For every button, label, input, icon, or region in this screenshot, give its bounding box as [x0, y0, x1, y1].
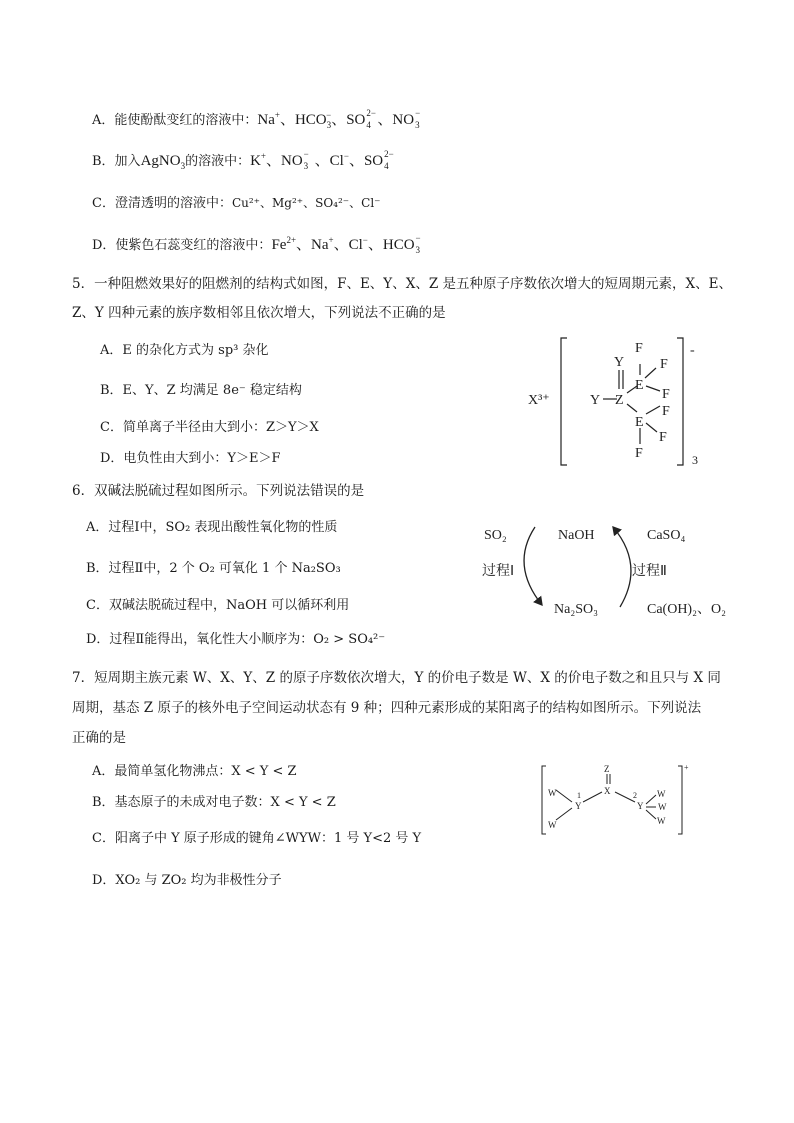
q6-option-d: D．过程Ⅱ能得出，氧化性大小顺序为：O₂ > SO₄²⁻	[86, 632, 386, 647]
atom-y-2: Y	[637, 801, 644, 811]
label-process-2: 过程Ⅱ	[632, 564, 667, 579]
atom-f: F	[659, 430, 667, 445]
atom-y-1: Y	[575, 801, 582, 811]
cation-label: X³⁺	[528, 393, 550, 408]
q6-option-c: C．双碱法脱硫过程中，NaOH 可以循环利用	[86, 598, 350, 613]
atom-y-top: Y	[614, 355, 625, 370]
atom-f: F	[635, 446, 643, 461]
index-1: 1	[577, 791, 581, 800]
label-process-1: 过程Ⅰ	[482, 564, 515, 579]
ion-list: Na+、$HCO_3^-$、SO 2− 4 、NO − 3	[257, 107, 421, 130]
subscript-count: 3	[692, 453, 698, 467]
option-text: A．能使酚酞变红的溶液中：	[92, 113, 258, 128]
q7-stem-line1: 7．短周期主族元素 W、X、Y、Z 的原子序数依次增大，Y 的价电子数是 W、X 的价电子数之和且只与 X 同	[72, 670, 721, 686]
atom-w: W	[548, 788, 557, 798]
label-so2: SO₂	[484, 528, 507, 543]
atom-z: Z	[604, 764, 610, 774]
q5-stem-line1: 5．一种阻燃效果好的阻燃剂的结构式如图，F、E、Y、X、Z 是五种原子序数依次增大的短周期元素，X、E、	[72, 276, 732, 292]
q7-option-a: A．最简单氢化物沸点：X < Y < Z	[92, 764, 297, 779]
q7-option-b: B．基态原子的未成对电子数：X < Y < Z	[92, 795, 336, 810]
option-text: C．澄清透明的溶液中：	[92, 196, 232, 211]
atom-f: F	[660, 357, 668, 372]
ion-list: $Fe^{2+}$、Na+、Cl−、HCO − 3	[271, 232, 421, 255]
atom-f: F	[662, 404, 670, 419]
label-naoh: NaOH	[558, 528, 595, 543]
label-na2so3: Na₂SO₃	[554, 602, 598, 617]
atom-w: W	[657, 789, 666, 799]
q5-structure-diagram	[520, 332, 720, 472]
q5-option-c: C．简单离子半径由大到小：Z＞Y＞X	[100, 420, 319, 435]
q7-option-d: D．XO₂ 与 ZO₂ 均为非极性分子	[92, 873, 282, 888]
atom-e-upper: E	[635, 378, 644, 393]
q5-option-b: B．E、Y、Z 均满足 8e⁻ 稳定结构	[100, 383, 302, 398]
q5-option-d: D．电负性由大到小：Y＞E＞F	[100, 451, 281, 466]
option-text: B．加入	[92, 154, 141, 169]
atom-z: Z	[615, 393, 624, 408]
reagent: AgNO$_3$	[140, 153, 186, 171]
ion-list: Cu²⁺、Mg²⁺、SO₄²⁻、Cl⁻	[231, 196, 381, 210]
atom-w: W	[658, 802, 667, 812]
q6-option-a: A．过程Ⅰ中，SO₂ 表现出酸性氧化物的性质	[86, 520, 338, 535]
q6-stem: 6．双碱法脱硫过程如图所示。下列说法错误的是	[72, 483, 365, 499]
atom-f: F	[662, 387, 670, 402]
atom-w: W	[548, 820, 557, 830]
q5-option-a: A．E 的杂化方式为 sp³ 杂化	[100, 343, 269, 358]
q7-cation-diagram	[538, 762, 698, 842]
q4-option-a	[92, 108, 426, 132]
option-text: 的溶液中：	[185, 154, 251, 169]
label-caoh2-o2: Ca(OH)₂、O₂	[647, 602, 726, 617]
option-text: D．使紫色石蕊变红的溶液中：	[92, 238, 272, 253]
label-caso4: CaSO₄	[647, 528, 686, 543]
index-2: 2	[633, 791, 637, 800]
q6-option-b: B．过程Ⅱ中，2 个 O₂ 可氧化 1 个 Na₂SO₃	[86, 561, 341, 576]
atom-e-lower: E	[635, 415, 644, 430]
q7-stem-line2: 周期，基态 Z 原子的核外电子空间运动状态有 9 种；四种元素形成的某阳离子的结构如图所示。下列说法	[72, 700, 702, 716]
ion-list: K+、NO − 3 、Cl−、SO 2− 4	[250, 148, 394, 171]
q7-option-c: C．阳离子中 Y 原子形成的键角∠WYW：1 号 Y<2 号 Y	[92, 831, 422, 846]
atom-f: F	[635, 341, 643, 356]
q5-stem-line2: Z、Y 四种元素的族序数相邻且依次增大，下列说法不正确的是	[72, 305, 446, 321]
q4-option-b	[92, 149, 395, 173]
atom-y-left: Y	[590, 393, 601, 408]
q4-option-c	[92, 192, 381, 211]
atom-x: X	[604, 786, 611, 796]
q7-stem-line3: 正确的是	[72, 730, 126, 746]
q4-option-d	[92, 233, 427, 257]
charge-sign: -	[690, 343, 695, 358]
q6-cycle-diagram	[470, 515, 760, 623]
atom-w: W	[657, 816, 666, 826]
charge-sign: +	[684, 763, 689, 772]
